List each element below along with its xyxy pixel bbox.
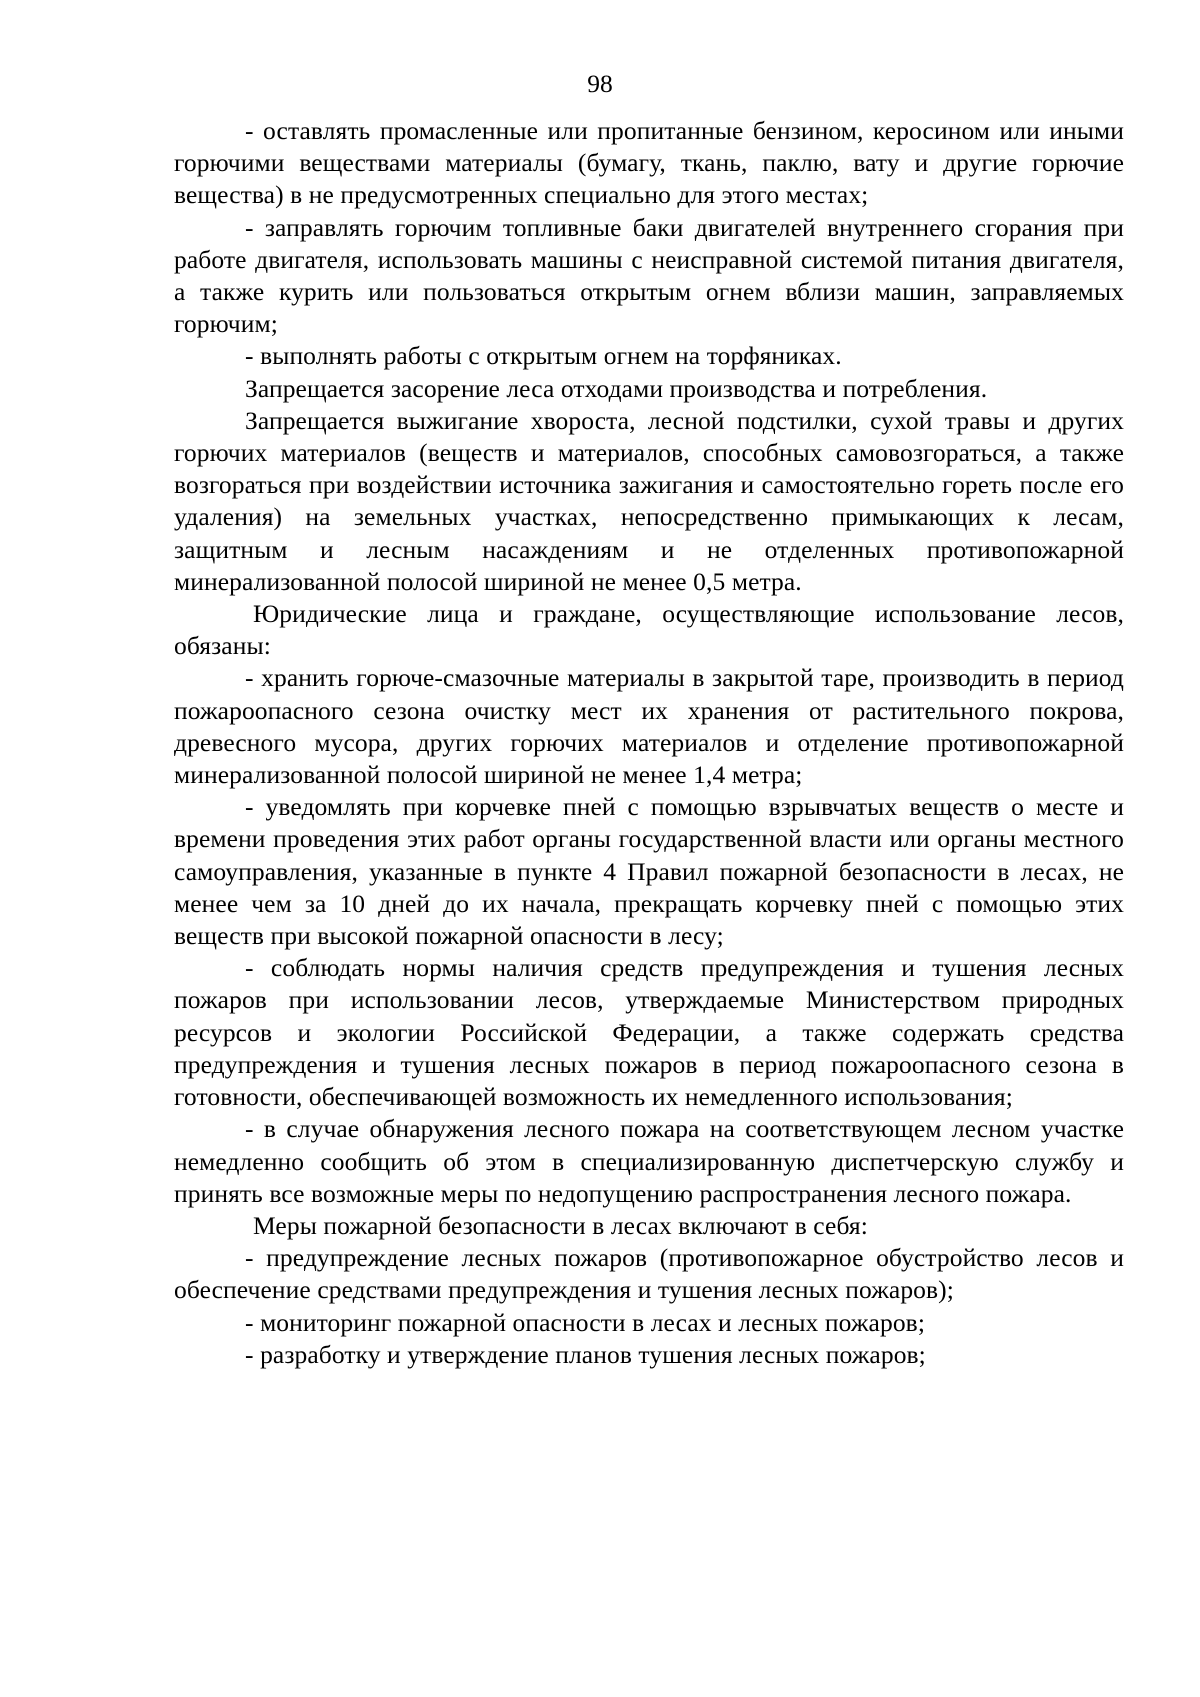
paragraph-prohibition-1: Запрещается засорение леса отходами производства и потребления. — [245, 373, 988, 403]
paragraph-prohibition-2: Запрещается выжигание хвороста, лесной подстилки, сухой травы и других горючих материалов (веществ и материалов, способных самовозгораться, а также возгораться при воздействии источника зажигания и самостоятельно гореть после его удаления) на земельных участках, непосредственно примыкающих к лесам, защитным и лесным насаждениям и не отделенных противопожарной минерализованной полосой шириной не менее 0,5 метра. — [174, 405, 1124, 596]
paragraph-obligation-2: - уведомлять при корчевке пней с помощью взрывчатых веществ о месте и времени проведения этих работ органы государственной власти или органы местного самоуправления, указанные в пункте 4 Правил пожарной безопасности в лесах, не менее чем за 10 дней до их начала, прекращать корчевку пней с помощью этих веществ при высокой пожарной опасности в лесу; — [174, 792, 1124, 951]
document-body — [174, 115, 1124, 1371]
paragraph-obligation-3: - соблюдать нормы наличия средств предупреждения и тушения лесных пожаров при использовании лесов, утверждаемые Министерством природных ресурсов и экологии Российской Федерации, а также содержать средства предупреждения и тушения лесных пожаров в период пожароопасного сезона в готовности, обеспечивающей возможность их немедленного использования; — [174, 953, 1124, 1112]
paragraph-measure-2: - мониторинг пожарной опасности в лесах и лесных пожаров; — [245, 1307, 926, 1337]
paragraph-item-3: - выполнять работы с открытым огнем на торфяниках. — [245, 341, 842, 371]
paragraph-item-2: - заправлять горючим топливные баки двигателей внутреннего сгорания при работе двигателя, использовать машины с неисправной системой питания двигателя, а также курить или пользоваться открытым огнем вблизи машин, заправляемых горючим; — [174, 212, 1124, 339]
page-number: 98 — [587, 69, 613, 98]
paragraph-obligations-heading: Юридические лица и граждане, осуществляющие использование лесов, обязаны: — [174, 599, 1124, 661]
paragraph-item-1: - оставлять промасленные или пропитанные бензином, керосином или иными горючими веществами материалы (бумагу, ткань, паклю, вату и другие горючие вещества) в не предусмотренных специально для этого местах; — [174, 116, 1124, 210]
paragraph-measure-3: - разработку и утверждение планов тушения лесных пожаров; — [245, 1339, 926, 1369]
paragraph-measure-1: - предупреждение лесных пожаров (противопожарное обустройство лесов и обеспечение средствами предупреждения и тушения лесных пожаров); — [174, 1243, 1124, 1305]
paragraph-obligation-1: - хранить горюче-смазочные материалы в закрытой таре, производить в период пожароопасного сезона очистку мест их хранения от растительного покрова, древесного мусора, других горючих материалов и отделение противопожарной минерализованной полосой шириной не менее 1,4 метра; — [174, 663, 1124, 790]
paragraph-measures-heading: Меры пожарной безопасности в лесах включают в себя: — [253, 1210, 868, 1240]
paragraph-obligation-4: - в случае обнаружения лесного пожара на соответствующем лесном участке немедленно сообщить об этом в специализированную диспетчерскую службу и принять все возможные меры по недопущению распространения лесного пожара. — [174, 1114, 1124, 1208]
